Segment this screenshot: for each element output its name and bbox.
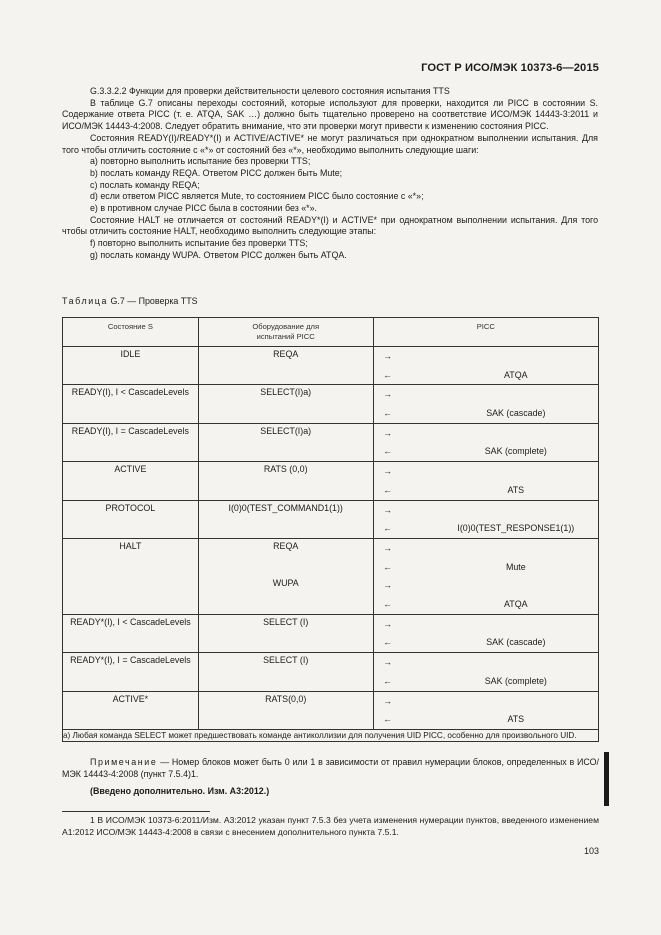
arrow-right-icon: → (383, 389, 393, 400)
cell-device (198, 423, 373, 461)
cell-device (198, 462, 373, 500)
arrow-right-icon: → (383, 657, 393, 668)
cell-picc (373, 691, 598, 729)
cell-device (198, 385, 373, 423)
cell-device (198, 347, 373, 385)
table-row (63, 423, 599, 461)
footnote-divider (62, 811, 210, 812)
device-command: SELECT (I) (263, 655, 309, 666)
table-header-row (63, 318, 599, 347)
picc-response: SAK (complete) (484, 446, 547, 457)
arrow-right-icon: → (383, 618, 393, 629)
header-picc: PICC (373, 318, 598, 347)
page-number: 103 (583, 846, 599, 856)
picc-response: ATS (507, 484, 525, 495)
table-title (62, 296, 198, 306)
page-footnote: 1 В ИСО/МЭК 10373-6:2011/Изм. А3:2012 указан пункт 7.5.3 без учета изменения нумерации пунктов, введенного изменением А1:2012 ИСО/МЭК 14443-4:2008 в связи с внесением дополнительного пункта 7.5.1. (62, 815, 599, 837)
table-caption: G.7 — Проверка TTS (110, 296, 198, 306)
cell-picc (373, 500, 598, 538)
document-header: ГОСТ Р ИСО/МЭК 10373-6—2015 (421, 62, 599, 74)
arrow-left-icon: ← (383, 523, 393, 534)
device-command: RATS(0,0) (265, 693, 307, 704)
picc-response: ATQA (504, 599, 528, 610)
cell-state: HALT (63, 538, 199, 614)
arrow-left-icon: ← (383, 675, 393, 686)
arrow-right-icon: → (383, 580, 393, 591)
device-command: WUPA (272, 578, 299, 589)
table-row (63, 538, 599, 614)
picc-response: I(0)0(TEST_RESPONSE1(1)) (457, 523, 575, 534)
table-row (63, 462, 599, 500)
cell-device (198, 500, 373, 538)
paragraph: Состояния READY(I)/READY*(I) и ACTIVE/ACTIVE* не могут различаться при однократном выполнении испытания. Для того чтобы отличить состояние с «*» от состояний без «*», необходимо выполнить следующие шаги: (62, 132, 598, 155)
cell-device (198, 538, 373, 614)
arrow-right-icon: → (383, 427, 393, 438)
list-item: e) в противном случае PICC была в состоянии без «*». (90, 203, 318, 214)
device-command: REQA (273, 349, 299, 359)
cell-state: IDLE (63, 347, 199, 385)
cell-picc (373, 614, 598, 652)
device-command: SELECT (I) (263, 616, 309, 627)
arrow-left-icon: ← (383, 561, 393, 572)
arrow-right-icon: → (383, 695, 393, 706)
arrow-right-icon: → (383, 504, 393, 515)
table-row (63, 385, 599, 423)
cell-state: ACTIVE* (63, 691, 199, 729)
amendment-note: (Введено дополнительно. Изм. А3:2012.) (90, 786, 270, 797)
note-text: — Номер блоков может быть 0 или 1 в зависимости от правил нумерации блоков, определенных в ИСО/МЭК 14443-4:2008 (пункт 7.5.4)1. (62, 757, 599, 779)
list-item: d) если ответом PICC является Mute, то состоянием PICC было состояние с «*»; (90, 191, 424, 202)
device-command: I(0)0(TEST_COMMAND1(1)) (228, 502, 343, 513)
body-text (62, 86, 598, 262)
device-command: RATS (0,0) (263, 464, 308, 475)
list-item: c) послать команду REQA; (90, 179, 200, 190)
table-footnote-row (63, 729, 599, 742)
picc-response: Mute (505, 561, 526, 572)
cell-picc (373, 347, 598, 385)
list-item: a) повторно выполнить испытание без проверки TTS; (90, 156, 311, 167)
picc-response: ATS (507, 714, 525, 725)
cell-device (198, 653, 373, 691)
arrow-left-icon: ← (383, 369, 393, 380)
arrow-left-icon: ← (383, 446, 393, 457)
device-command: SELECT(I)a) (260, 387, 312, 398)
table-row (63, 347, 599, 385)
arrow-left-icon: ← (383, 599, 393, 610)
cell-state: READY*(I), I < CascadeLevels (63, 614, 199, 652)
table-label: Таблица (62, 296, 108, 306)
device-command: SELECT(I)a) (260, 425, 312, 436)
cell-picc (373, 653, 598, 691)
picc-response: SAK (cascade) (486, 408, 546, 419)
arrow-left-icon: ← (383, 637, 393, 648)
arrow-left-icon: ← (383, 714, 393, 725)
cell-picc (373, 423, 598, 461)
change-bar (604, 752, 609, 806)
header-device: Оборудование для испытаний PICC (198, 318, 373, 347)
paragraph: Состояние HALT не отличается от состояний READY*(I) и ACTIVE* при однократном выполнении испытания. Для того чтобы отличить состояние HALT, необходимо выполнить следующие этапы: (62, 214, 598, 237)
cell-state: ACTIVE (63, 462, 199, 500)
note-label: Примечание (90, 757, 158, 767)
cell-picc (373, 538, 598, 614)
cell-device (198, 691, 373, 729)
table-footnote: a) Любая команда SELECT может предшествовать команде антиколлизии для получения UID PICC, особенно для произвольного UID. (63, 729, 599, 742)
picc-response: SAK (cascade) (486, 637, 546, 648)
table-row (63, 653, 599, 691)
picc-response: SAK (complete) (484, 675, 547, 686)
picc-response: ATQA (504, 369, 528, 380)
tts-table (62, 317, 599, 742)
table-row (63, 691, 599, 729)
cell-state: READY(I), I < CascadeLevels (63, 385, 199, 423)
arrow-right-icon: → (383, 351, 393, 361)
arrow-left-icon: ← (383, 484, 393, 495)
note-block (62, 757, 599, 798)
paragraph: В таблице G.7 описаны переходы состояний, которые используют для проверки, находится ли PICC в состоянии S. Содержание ответа PICC (т. е. ATQA, SAK …) должно быть тщательно проверено на соответствие ИСО/МЭК 14443-3:2011 и ИСО/МЭК 14443-4:2008. Следует обратить внимание, что эти проверки могут привести к изменению состояния PICC. (62, 97, 598, 132)
header-state: Состояние S (63, 318, 199, 347)
list-item: f) повторно выполнить испытание без проверки TTS; (90, 238, 308, 249)
cell-state: READY(I), I = CascadeLevels (63, 423, 199, 461)
cell-picc (373, 385, 598, 423)
cell-state: READY*(I), I = CascadeLevels (63, 653, 199, 691)
section-heading: G.3.3.2.2 Функции для проверки действительности целевого состояния испытания TTS (90, 86, 450, 96)
arrow-right-icon: → (383, 466, 393, 477)
list-item: g) послать команду WUPA. Ответом PICC должен быть ATQA. (90, 249, 347, 260)
table-row (63, 614, 599, 652)
cell-device (198, 614, 373, 652)
cell-state: PROTOCOL (63, 500, 199, 538)
list-item: b) послать команду REQA. Ответом PICC должен быть Mute; (90, 167, 343, 178)
device-command: REQA (273, 540, 299, 551)
cell-picc (373, 462, 598, 500)
arrow-right-icon: → (383, 542, 393, 553)
arrow-left-icon: ← (383, 408, 393, 419)
table-row (63, 500, 599, 538)
